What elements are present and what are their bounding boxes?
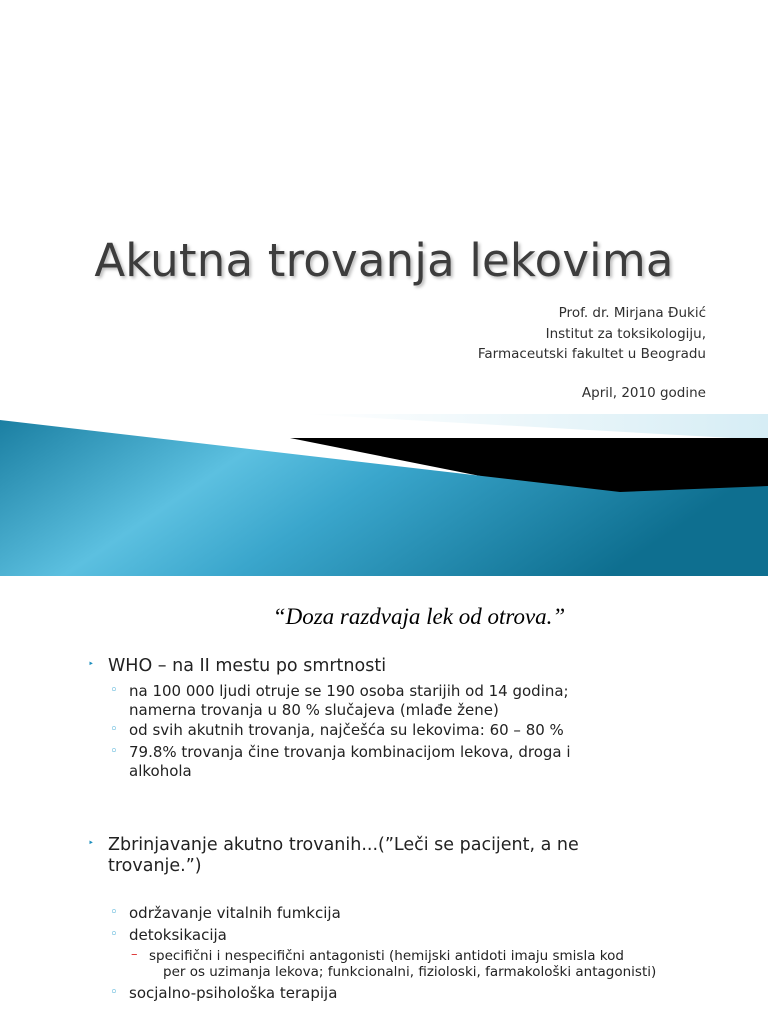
sub-bullet-combination-line1: 79.8% trovanja čine trovanja kombinacijom lekova, droga i	[129, 743, 571, 761]
sub-bullet-vital-functions: održavanje vitalnih fumkcija	[129, 904, 341, 922]
pale-wedge	[300, 414, 768, 440]
sub-bullet-marker: ◦	[110, 744, 118, 759]
sub-sub-bullet-marker: –	[131, 947, 138, 962]
bullet-marker: ‣	[88, 659, 94, 670]
bullet-who: WHO – na II mestu po smrtnosti	[108, 656, 387, 676]
bullet-marker: ‣	[88, 838, 94, 849]
slide-title: Akutna trovanja lekovima	[94, 234, 674, 287]
decorative-banner	[0, 410, 768, 576]
sub-bullet-combination-line2: alkohola	[129, 762, 192, 780]
bullet-treatment-line2: trovanje.”)	[108, 856, 202, 876]
sub-sub-bullet-antagonists-line2: per os uzimanja lekova; funkcionalni, fizioloski, farmakološki antagonisti)	[163, 964, 657, 980]
sub-bullet-statistics-line1: na 100 000 ljudi otruje se 190 osoba starijih od 14 godina;	[129, 682, 569, 700]
content-slide	[0, 576, 768, 1024]
sub-bullet-marker: ◦	[110, 985, 118, 1000]
bullet-treatment-line1: Zbrinjavanje akutno trovanih...(”Leči se pacijent, a ne	[108, 835, 579, 855]
sub-bullet-detoxification: detoksikacija	[129, 926, 227, 944]
sub-bullet-drug-share: od svih akutnih trovanja, najčešća su lekovima: 60 – 80 %	[129, 721, 564, 739]
subtitle-block	[478, 303, 706, 403]
sub-bullet-statistics-line2: namerna trovanja u 80 % slučajeva (mlađe žene)	[129, 701, 499, 719]
slide-quote: “Doza razdvaja lek od otrova.”	[272, 604, 566, 629]
institute-name: Institut za toksikologiju,	[545, 325, 706, 342]
author-name: Prof. dr. Mirjana Đukić	[558, 305, 706, 321]
sub-bullet-marker: ◦	[110, 905, 118, 920]
sub-bullet-psychosocial-therapy: socjalno-psihološka terapija	[129, 984, 338, 1002]
faculty-name: Farmaceutski fakultet u Beogradu	[477, 346, 706, 362]
sub-bullet-marker: ◦	[110, 683, 118, 698]
presentation-date: April, 2010 godine	[581, 384, 706, 401]
sub-sub-bullet-antagonists-line1: specifični i nespecifični antagonisti (hemijski antidoti imaju smisla kod	[149, 948, 624, 964]
sub-bullet-marker: ◦	[110, 722, 118, 737]
sub-bullet-marker: ◦	[110, 927, 118, 942]
